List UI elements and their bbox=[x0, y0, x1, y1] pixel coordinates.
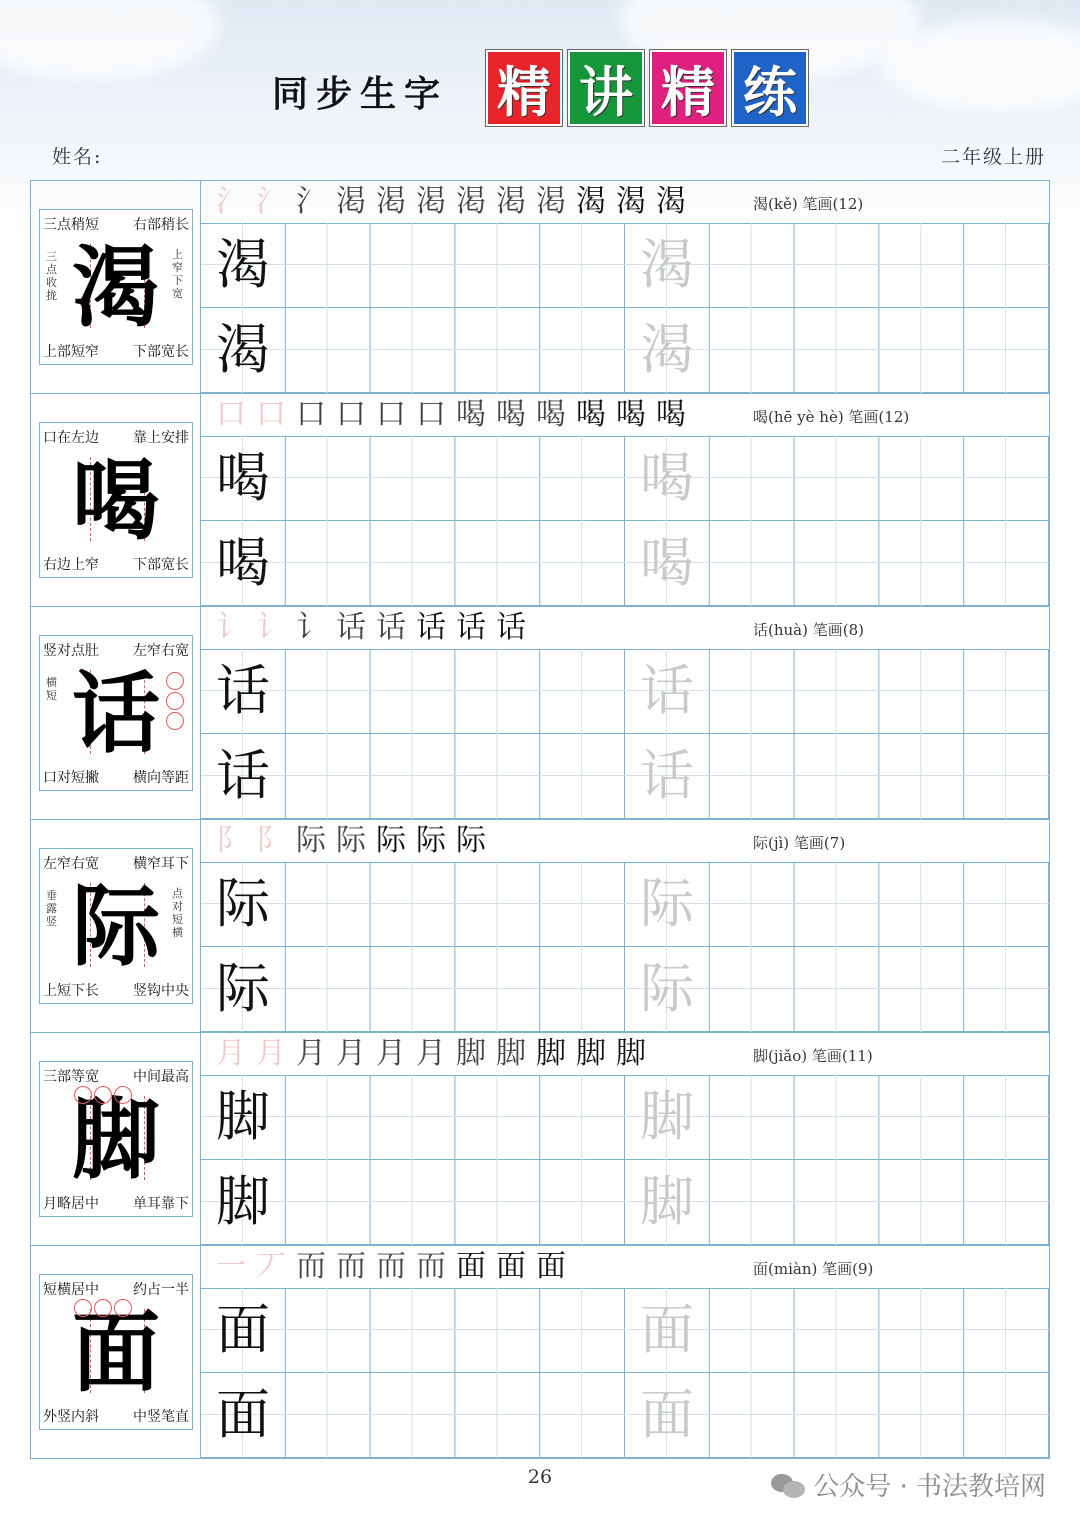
example-character: 渴 bbox=[216, 318, 270, 381]
stroke-step: 脚 bbox=[576, 1036, 606, 1071]
guide-panel bbox=[31, 394, 201, 606]
stroke-step: 喝 bbox=[536, 397, 566, 432]
wechat-icon bbox=[771, 1472, 805, 1498]
guide-panel bbox=[31, 607, 201, 819]
guide-tips-bottom bbox=[40, 980, 192, 1000]
stroke-step: 阝 bbox=[256, 823, 286, 858]
trace-character: 际 bbox=[640, 872, 694, 935]
stroke-step: 际 bbox=[296, 823, 326, 858]
stroke-step: 氵 bbox=[216, 184, 246, 219]
stroke-step: 渇 bbox=[416, 184, 446, 219]
tip-bottom-right: 横向等距 bbox=[133, 770, 189, 786]
stroke-step: 讠 bbox=[256, 610, 286, 645]
tip-bottom-left: 口对短撇 bbox=[43, 770, 99, 786]
stroke-step: 话 bbox=[336, 610, 366, 645]
guide-panel bbox=[31, 820, 201, 1032]
model-character: 面 bbox=[71, 1301, 160, 1404]
practice-area bbox=[201, 394, 1049, 606]
tip-bottom-right: 下部宽长 bbox=[133, 344, 189, 360]
pinyin-stroke-count: 际(jì) 笔画(7) bbox=[753, 834, 846, 852]
writing-grid[interactable] bbox=[201, 436, 1049, 606]
trace-character: 话 bbox=[640, 659, 694, 722]
example-character: 喝 bbox=[216, 531, 270, 594]
stroke-order bbox=[211, 183, 691, 221]
stroke-step: 喝 bbox=[576, 397, 606, 432]
tip-side-left: 垂露竖 bbox=[46, 889, 57, 928]
guide-card bbox=[39, 209, 193, 365]
stroke-step: 而 bbox=[296, 1249, 326, 1284]
tip-bottom-right: 单耳靠下 bbox=[133, 1196, 189, 1212]
guide-tips-bottom bbox=[40, 1193, 192, 1213]
guide-tips-bottom bbox=[40, 767, 192, 787]
stroke-step: 而 bbox=[336, 1249, 366, 1284]
spacing-circle bbox=[114, 1086, 132, 1104]
tip-top-left: 三部等宽 bbox=[43, 1069, 99, 1085]
example-character: 喝 bbox=[216, 446, 270, 509]
guide-tips-top bbox=[40, 1279, 192, 1299]
stroke-step: 口 bbox=[296, 397, 326, 432]
stroke-step: 丆 bbox=[256, 1249, 286, 1284]
stroke-step: 阝 bbox=[216, 823, 246, 858]
model-character: 脚 bbox=[71, 1088, 160, 1191]
stroke-order bbox=[211, 1248, 571, 1286]
stroke-step: 月 bbox=[416, 1036, 446, 1071]
tip-top-left: 三点稍短 bbox=[43, 217, 99, 233]
example-character: 脚 bbox=[216, 1085, 270, 1148]
tip-side-left: 横短 bbox=[46, 676, 57, 702]
stroke-step: 渇 bbox=[336, 184, 366, 219]
stroke-step: 月 bbox=[376, 1036, 406, 1071]
tip-top-right: 左窄右宽 bbox=[133, 643, 189, 659]
stroke-step: 氵 bbox=[256, 184, 286, 219]
stroke-step: 月 bbox=[256, 1036, 286, 1071]
stroke-step: 喝 bbox=[496, 397, 526, 432]
trace-character: 喝 bbox=[640, 531, 694, 594]
spacing-circles bbox=[166, 672, 184, 730]
watermark-text: 公众号 · 书法教培网 bbox=[813, 1472, 1046, 1502]
model-character: 喝 bbox=[71, 449, 160, 552]
trace-character: 话 bbox=[640, 744, 694, 807]
character-row bbox=[31, 394, 1049, 607]
character-row bbox=[31, 181, 1049, 394]
stroke-step: 口 bbox=[416, 397, 446, 432]
practice-area bbox=[201, 1033, 1049, 1245]
stroke-step: 脚 bbox=[536, 1036, 566, 1071]
example-character: 话 bbox=[216, 744, 270, 807]
tip-top-right: 右部稍长 bbox=[133, 217, 189, 233]
stroke-step: 口 bbox=[336, 397, 366, 432]
tip-bottom-left: 右边上窄 bbox=[43, 557, 99, 573]
stroke-step: 喝 bbox=[616, 397, 646, 432]
spacing-circle bbox=[166, 672, 184, 690]
tip-side-left: 三点收拢 bbox=[46, 250, 57, 302]
tip-bottom-left: 上短下长 bbox=[43, 983, 99, 999]
practice-area bbox=[201, 1246, 1049, 1458]
practice-area bbox=[201, 607, 1049, 819]
model-character: 际 bbox=[71, 875, 160, 978]
stroke-order bbox=[211, 1035, 651, 1073]
guide-panel bbox=[31, 1033, 201, 1245]
guide-tips-top bbox=[40, 1066, 192, 1086]
example-character: 面 bbox=[216, 1383, 270, 1446]
example-character: 面 bbox=[216, 1298, 270, 1361]
trace-character: 面 bbox=[640, 1383, 694, 1446]
stroke-order-band bbox=[201, 1033, 1049, 1076]
pinyin-stroke-count: 渴(kě) 笔画(12) bbox=[753, 195, 864, 213]
trace-character: 面 bbox=[640, 1298, 694, 1361]
stroke-step: 月 bbox=[296, 1036, 326, 1071]
guide-card bbox=[39, 635, 193, 791]
stroke-step: 脚 bbox=[456, 1036, 486, 1071]
stroke-step: 脚 bbox=[496, 1036, 526, 1071]
stroke-step: 而 bbox=[416, 1249, 446, 1284]
title-badge-4: 练 bbox=[732, 50, 808, 126]
tip-side-right: 上窄下宽 bbox=[172, 248, 183, 300]
tip-bottom-right: 中竖笔直 bbox=[133, 1409, 189, 1425]
stroke-step: 渴 bbox=[616, 184, 646, 219]
tip-top-right: 靠上安排 bbox=[133, 430, 189, 446]
tip-top-left: 左窄右宽 bbox=[43, 856, 99, 872]
stroke-step: 渴 bbox=[576, 184, 606, 219]
spacing-circles bbox=[74, 1299, 132, 1317]
spacing-circle bbox=[94, 1086, 112, 1104]
trace-character: 喝 bbox=[640, 446, 694, 509]
stroke-step: 际 bbox=[416, 823, 446, 858]
example-character: 渴 bbox=[216, 233, 270, 296]
guide-card bbox=[39, 1061, 193, 1217]
example-character: 际 bbox=[216, 872, 270, 935]
model-character: 渴 bbox=[71, 236, 160, 339]
character-row bbox=[31, 1033, 1049, 1246]
stroke-order bbox=[211, 822, 491, 860]
tip-side-right: 点对短横 bbox=[172, 887, 183, 939]
stroke-order bbox=[211, 396, 691, 434]
trace-character: 渴 bbox=[640, 318, 694, 381]
page-number: 26 bbox=[527, 1466, 553, 1488]
spacing-circle bbox=[74, 1299, 92, 1317]
grade-label: 二年级上册 bbox=[940, 146, 1046, 168]
guide-tips-bottom bbox=[40, 341, 192, 361]
pinyin-stroke-count: 脚(jiǎo) 笔画(11) bbox=[753, 1047, 873, 1065]
stroke-step: 渇 bbox=[456, 184, 486, 219]
stroke-order-band bbox=[201, 820, 1049, 863]
stroke-step: 面 bbox=[456, 1249, 486, 1284]
stroke-step: 月 bbox=[216, 1036, 246, 1071]
stroke-step: 面 bbox=[536, 1249, 566, 1284]
example-character: 话 bbox=[216, 659, 270, 722]
practice-area bbox=[201, 820, 1049, 1032]
writing-grid[interactable] bbox=[201, 1288, 1049, 1458]
title-badge-3: 精 bbox=[650, 50, 726, 126]
tip-bottom-left: 月略居中 bbox=[43, 1196, 99, 1212]
example-character: 际 bbox=[216, 957, 270, 1020]
stroke-order-band bbox=[201, 1246, 1049, 1289]
stroke-order-band bbox=[201, 394, 1049, 437]
writing-grid[interactable] bbox=[201, 649, 1049, 819]
guide-panel bbox=[31, 1246, 201, 1458]
stroke-order-band bbox=[201, 607, 1049, 650]
tip-bottom-left: 上部短窄 bbox=[43, 344, 99, 360]
stroke-step: 渇 bbox=[496, 184, 526, 219]
stroke-step: 月 bbox=[336, 1036, 366, 1071]
spacing-circle bbox=[166, 712, 184, 730]
spacing-circle bbox=[74, 1086, 92, 1104]
page-title: 同步生字 bbox=[272, 74, 449, 115]
stroke-step: 渇 bbox=[536, 184, 566, 219]
trace-character: 际 bbox=[640, 957, 694, 1020]
stroke-order-band bbox=[201, 181, 1049, 224]
stroke-step: 话 bbox=[456, 610, 486, 645]
guide-tips-top bbox=[40, 853, 192, 873]
name-label: 姓名: bbox=[52, 146, 103, 168]
stroke-step: 际 bbox=[336, 823, 366, 858]
guide-tips-bottom bbox=[40, 1406, 192, 1426]
stroke-step: 面 bbox=[496, 1249, 526, 1284]
spacing-circle bbox=[166, 692, 184, 710]
writing-grid[interactable] bbox=[201, 223, 1049, 393]
watermark bbox=[771, 1466, 1046, 1503]
guide-card bbox=[39, 1274, 193, 1430]
stroke-step: 渴 bbox=[656, 184, 686, 219]
stroke-step: 话 bbox=[416, 610, 446, 645]
stroke-step: 讠 bbox=[216, 610, 246, 645]
tip-top-left: 竖对点肚 bbox=[43, 643, 99, 659]
stroke-step: 话 bbox=[496, 610, 526, 645]
practice-area bbox=[201, 181, 1049, 393]
stroke-step: 一 bbox=[216, 1249, 246, 1284]
spacing-circle bbox=[94, 1299, 112, 1317]
stroke-step: 喝 bbox=[456, 397, 486, 432]
stroke-step: 口 bbox=[216, 397, 246, 432]
stroke-step: 喝 bbox=[656, 397, 686, 432]
practice-sheet bbox=[30, 180, 1050, 1459]
guide-tips-top bbox=[40, 214, 192, 234]
trace-character: 脚 bbox=[640, 1085, 694, 1148]
guide-tips-bottom bbox=[40, 554, 192, 574]
guide-panel bbox=[31, 181, 201, 393]
spacing-circle bbox=[114, 1299, 132, 1317]
guide-tips-top bbox=[40, 427, 192, 447]
writing-grid[interactable] bbox=[201, 1075, 1049, 1245]
character-row bbox=[31, 607, 1049, 820]
stroke-step: 话 bbox=[376, 610, 406, 645]
stroke-step: 际 bbox=[376, 823, 406, 858]
pinyin-stroke-count: 话(huà) 笔画(8) bbox=[753, 621, 864, 639]
guide-tips-top bbox=[40, 640, 192, 660]
stroke-step: 口 bbox=[256, 397, 286, 432]
stroke-step: 际 bbox=[456, 823, 486, 858]
guide-card bbox=[39, 422, 193, 578]
tip-top-right: 约占一半 bbox=[133, 1282, 189, 1298]
tip-bottom-left: 外竖内斜 bbox=[43, 1409, 99, 1425]
spacing-circles bbox=[74, 1086, 132, 1104]
tip-top-right: 横窄耳下 bbox=[133, 856, 189, 872]
title-badge-2: 讲 bbox=[568, 50, 644, 126]
trace-character: 渴 bbox=[640, 233, 694, 296]
tip-top-right: 中间最高 bbox=[133, 1069, 189, 1085]
model-character: 话 bbox=[71, 662, 160, 765]
tip-top-left: 口在左边 bbox=[43, 430, 99, 446]
stroke-order bbox=[211, 609, 531, 647]
stroke-step: 渇 bbox=[376, 184, 406, 219]
character-row bbox=[31, 820, 1049, 1033]
pinyin-stroke-count: 面(miàn) 笔画(9) bbox=[753, 1260, 874, 1278]
stroke-step: 脚 bbox=[616, 1036, 646, 1071]
trace-character: 脚 bbox=[640, 1170, 694, 1233]
stroke-step: 讠 bbox=[296, 610, 326, 645]
pinyin-stroke-count: 喝(hē yè hè) 笔画(12) bbox=[753, 408, 910, 426]
guide-card bbox=[39, 848, 193, 1004]
tip-bottom-right: 竖钩中央 bbox=[133, 983, 189, 999]
example-character: 脚 bbox=[216, 1170, 270, 1233]
stroke-step: 氵 bbox=[296, 184, 326, 219]
title-badge-1: 精 bbox=[486, 50, 562, 126]
tip-top-left: 短横居中 bbox=[43, 1282, 99, 1298]
stroke-step: 口 bbox=[376, 397, 406, 432]
character-row bbox=[31, 1246, 1049, 1458]
stroke-step: 而 bbox=[376, 1249, 406, 1284]
writing-grid[interactable] bbox=[201, 862, 1049, 1032]
tip-bottom-right: 下部宽长 bbox=[133, 557, 189, 573]
title-badges bbox=[486, 50, 808, 126]
